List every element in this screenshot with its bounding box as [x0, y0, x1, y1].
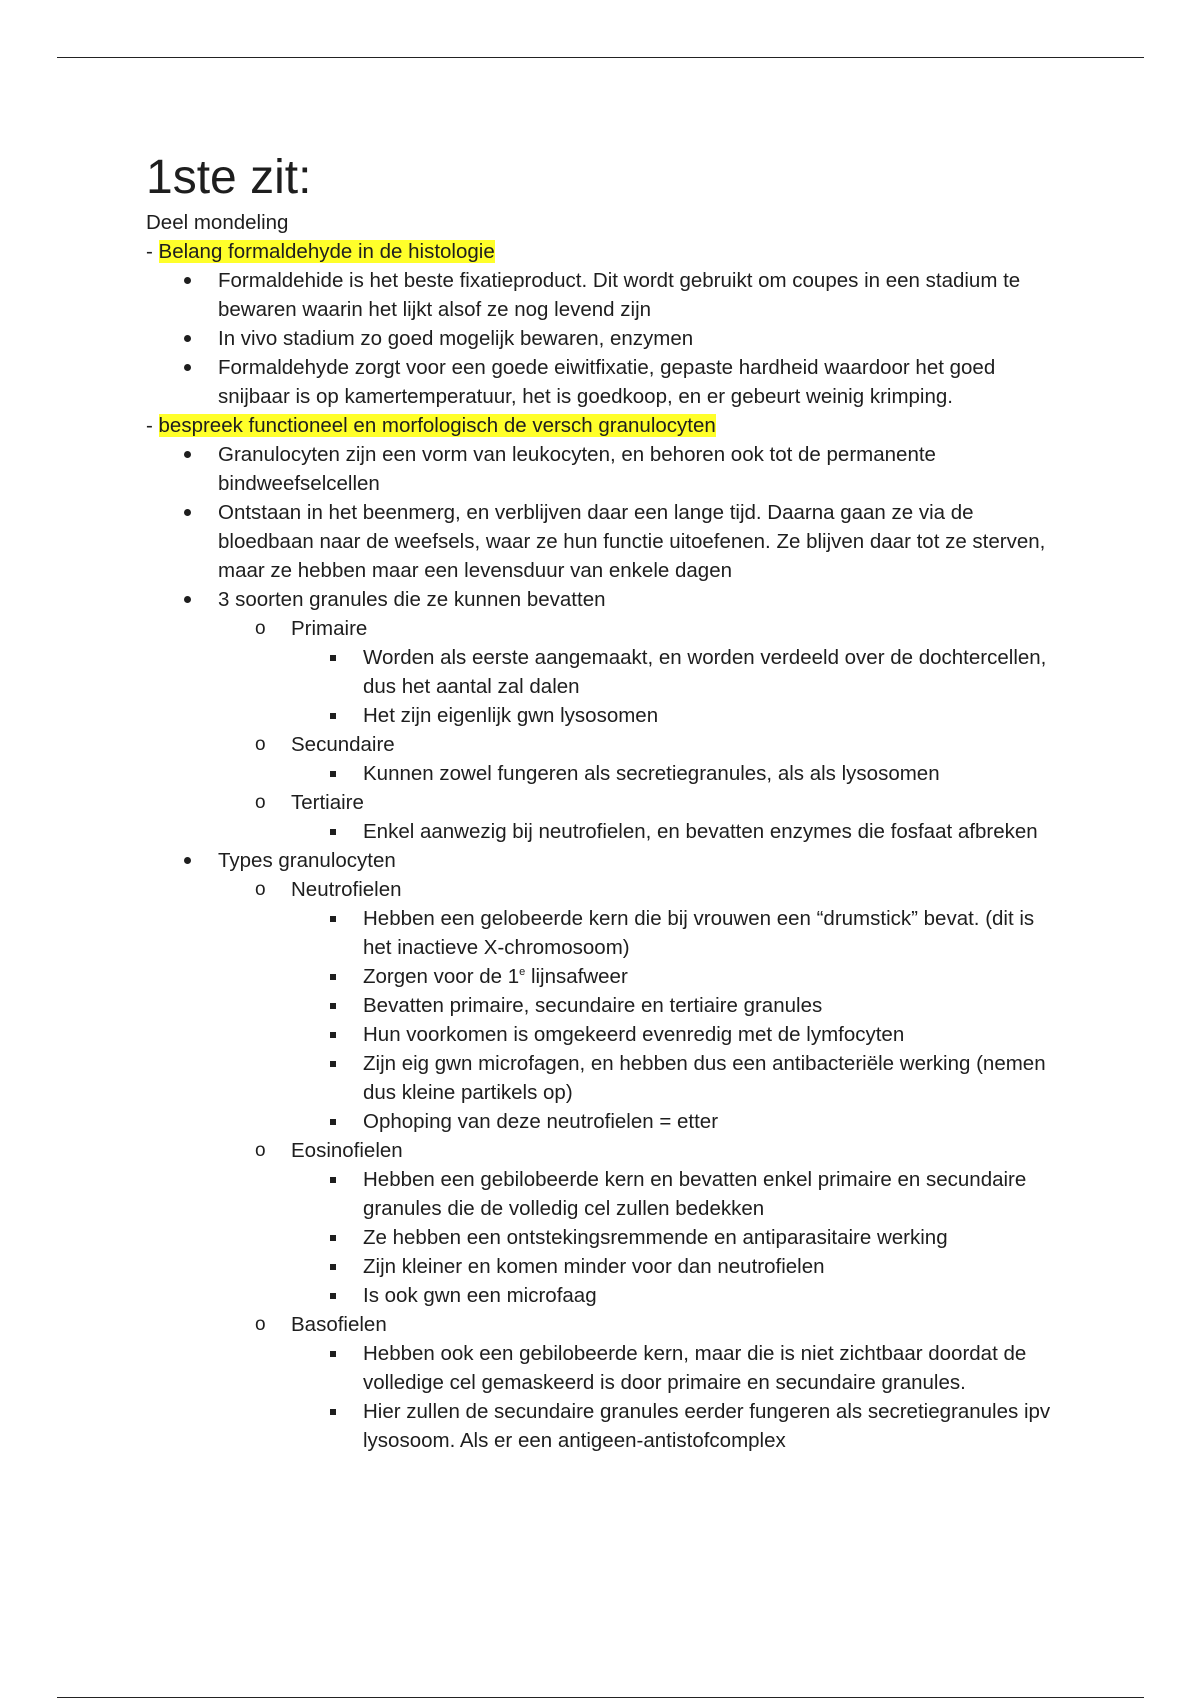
list-item: Kunnen zowel fungeren als secretiegranules, als als lysosomen — [146, 759, 1066, 788]
square-bullet-icon — [330, 1119, 336, 1125]
square-bullet-icon — [330, 655, 336, 661]
square-bullet-icon — [330, 1351, 336, 1357]
square-bullet-icon — [330, 829, 336, 835]
list-item: Ophoping van deze neutrofielen = etter — [146, 1107, 1066, 1136]
eosinofielen-points — [146, 1165, 1066, 1310]
list-item: Bevatten primaire, secundaire en tertiaire granules — [146, 991, 1066, 1020]
question-2-prompt: bespreek functioneel en morfologisch de versch granulocyten — [158, 414, 716, 437]
square-bullet-icon — [330, 1264, 336, 1270]
granule-primary-points — [146, 643, 1066, 730]
bullet-icon — [184, 596, 191, 603]
list-item: Hebben een gelobeerde kern die bij vrouwen een “drumstick” bevat. (dit is het inactieve X-chromosoom) — [146, 904, 1066, 962]
square-bullet-icon — [330, 771, 336, 777]
bullet-icon — [184, 857, 191, 864]
circle-bullet-icon: o — [255, 618, 266, 639]
section-label: Deel mondeling — [146, 211, 289, 234]
list-item: Granulocyten zijn een vorm van leukocyten, en behoren ook tot de permanente bindweefselcellen — [146, 440, 1066, 498]
question-1-prompt: Belang formaldehyde in de histologie — [158, 240, 495, 263]
granule-types — [146, 614, 1066, 643]
square-bullet-icon — [330, 1061, 336, 1067]
list-item: Ze hebben een ontstekingsremmende en antiparasitaire werking — [146, 1223, 1066, 1252]
square-bullet-icon — [330, 916, 336, 922]
list-item: Zijn eig gwn microfagen, en hebben dus een antibacteriële werking (nemen dus kleine partikels op) — [146, 1049, 1066, 1107]
granule-secondary-points — [146, 759, 1066, 788]
square-bullet-icon — [330, 1293, 336, 1299]
circle-bullet-icon: o — [255, 1314, 266, 1335]
square-bullet-icon — [330, 1409, 336, 1415]
list-item: o Secundaire — [146, 730, 1066, 759]
list-item: Hun voorkomen is omgekeerd evenredig met de lymfocyten — [146, 1020, 1066, 1049]
granule-tertiary — [146, 788, 1066, 817]
type-neutrofielen — [146, 875, 1066, 904]
question-1: - Belang formaldehyde in de histologie — [146, 240, 495, 263]
list-item: Hier zullen de secundaire granules eerder fungeren als secretiegranules ipv lysosoom. Als er een antigeen-antistofcomplex — [146, 1397, 1066, 1455]
granule-secondary — [146, 730, 1066, 759]
square-bullet-icon — [330, 1177, 336, 1183]
page-title: 1ste zit: — [146, 151, 312, 204]
list-item: o Neutrofielen — [146, 875, 1066, 904]
header-rule — [57, 57, 1144, 58]
footer-rule — [57, 1697, 1144, 1698]
granule-tertiary-points — [146, 817, 1066, 846]
bullet-icon — [184, 451, 191, 458]
list-item: o Basofielen — [146, 1310, 1066, 1339]
square-bullet-icon — [330, 713, 336, 719]
list-item: Zijn kleiner en komen minder voor dan neutrofielen — [146, 1252, 1066, 1281]
list-item: Hebben ook een gebilobeerde kern, maar die is niet zichtbaar doordat de volledige cel gemaskeerd is door primaire en secundaire granules. — [146, 1339, 1066, 1397]
square-bullet-icon — [330, 974, 336, 980]
bullet-icon — [184, 509, 191, 516]
circle-bullet-icon: o — [255, 1140, 266, 1161]
bullet-icon — [184, 277, 191, 284]
list-item: o Eosinofielen — [146, 1136, 1066, 1165]
type-eosinofielen — [146, 1136, 1066, 1165]
type-basofielen — [146, 1310, 1066, 1339]
list-item: Hebben een gebilobeerde kern en bevatten enkel primaire en secundaire granules die de volledig cel zullen bedekken — [146, 1165, 1066, 1223]
neutrofielen-points — [146, 904, 1066, 1136]
square-bullet-icon — [330, 1235, 336, 1241]
list-item: Zorgen voor de 1e lijnsafweer — [146, 962, 1066, 991]
list-item: Formaldehyde zorgt voor een goede eiwitfixatie, gepaste hardheid waardoor het goed snijbaar is op kamertemperatuur, het is goedkoop, en er gebeurt weinig krimping. — [146, 353, 1066, 411]
circle-bullet-icon: o — [255, 879, 266, 900]
list-item: Worden als eerste aangemaakt, en worden verdeeld over de dochtercellen, dus het aantal zal dalen — [146, 643, 1066, 701]
circle-bullet-icon: o — [255, 734, 266, 755]
list-item: 3 soorten granules die ze kunnen bevatten — [146, 585, 1066, 614]
question-2: - bespreek functioneel en morfologisch de versch granulocyten — [146, 414, 716, 437]
square-bullet-icon — [330, 1032, 336, 1038]
types-heading — [146, 846, 1066, 875]
question-2-answers — [146, 440, 1066, 614]
circle-bullet-icon: o — [255, 792, 266, 813]
bullet-icon — [184, 364, 191, 371]
bullet-icon — [184, 335, 191, 342]
question-1-answers — [146, 266, 1066, 411]
list-item: In vivo stadium zo goed mogelijk bewaren, enzymen — [146, 324, 1066, 353]
list-item: Het zijn eigenlijk gwn lysosomen — [146, 701, 1066, 730]
square-bullet-icon — [330, 1003, 336, 1009]
basofielen-points — [146, 1339, 1066, 1455]
list-item: o Primaire — [146, 614, 1066, 643]
list-item: Ontstaan in het beenmerg, en verblijven daar een lange tijd. Daarna gaan ze via de bloedbaan naar de weefsels, waar ze hun functie uitoefenen. Ze blijven daar tot ze sterven, maar ze hebben maar een levensduur van enkele dagen — [146, 498, 1066, 585]
list-item: Enkel aanwezig bij neutrofielen, en bevatten enzymes die fosfaat afbreken — [146, 817, 1066, 846]
list-item: Types granulocyten — [146, 846, 1066, 875]
list-item: Formaldehide is het beste fixatieproduct. Dit wordt gebruikt om coupes in een stadium te bewaren waarin het lijkt alsof ze nog levend zijn — [146, 266, 1066, 324]
document-body — [146, 148, 1066, 1455]
list-item: Is ook gwn een microfaag — [146, 1281, 1066, 1310]
list-item: o Tertiaire — [146, 788, 1066, 817]
